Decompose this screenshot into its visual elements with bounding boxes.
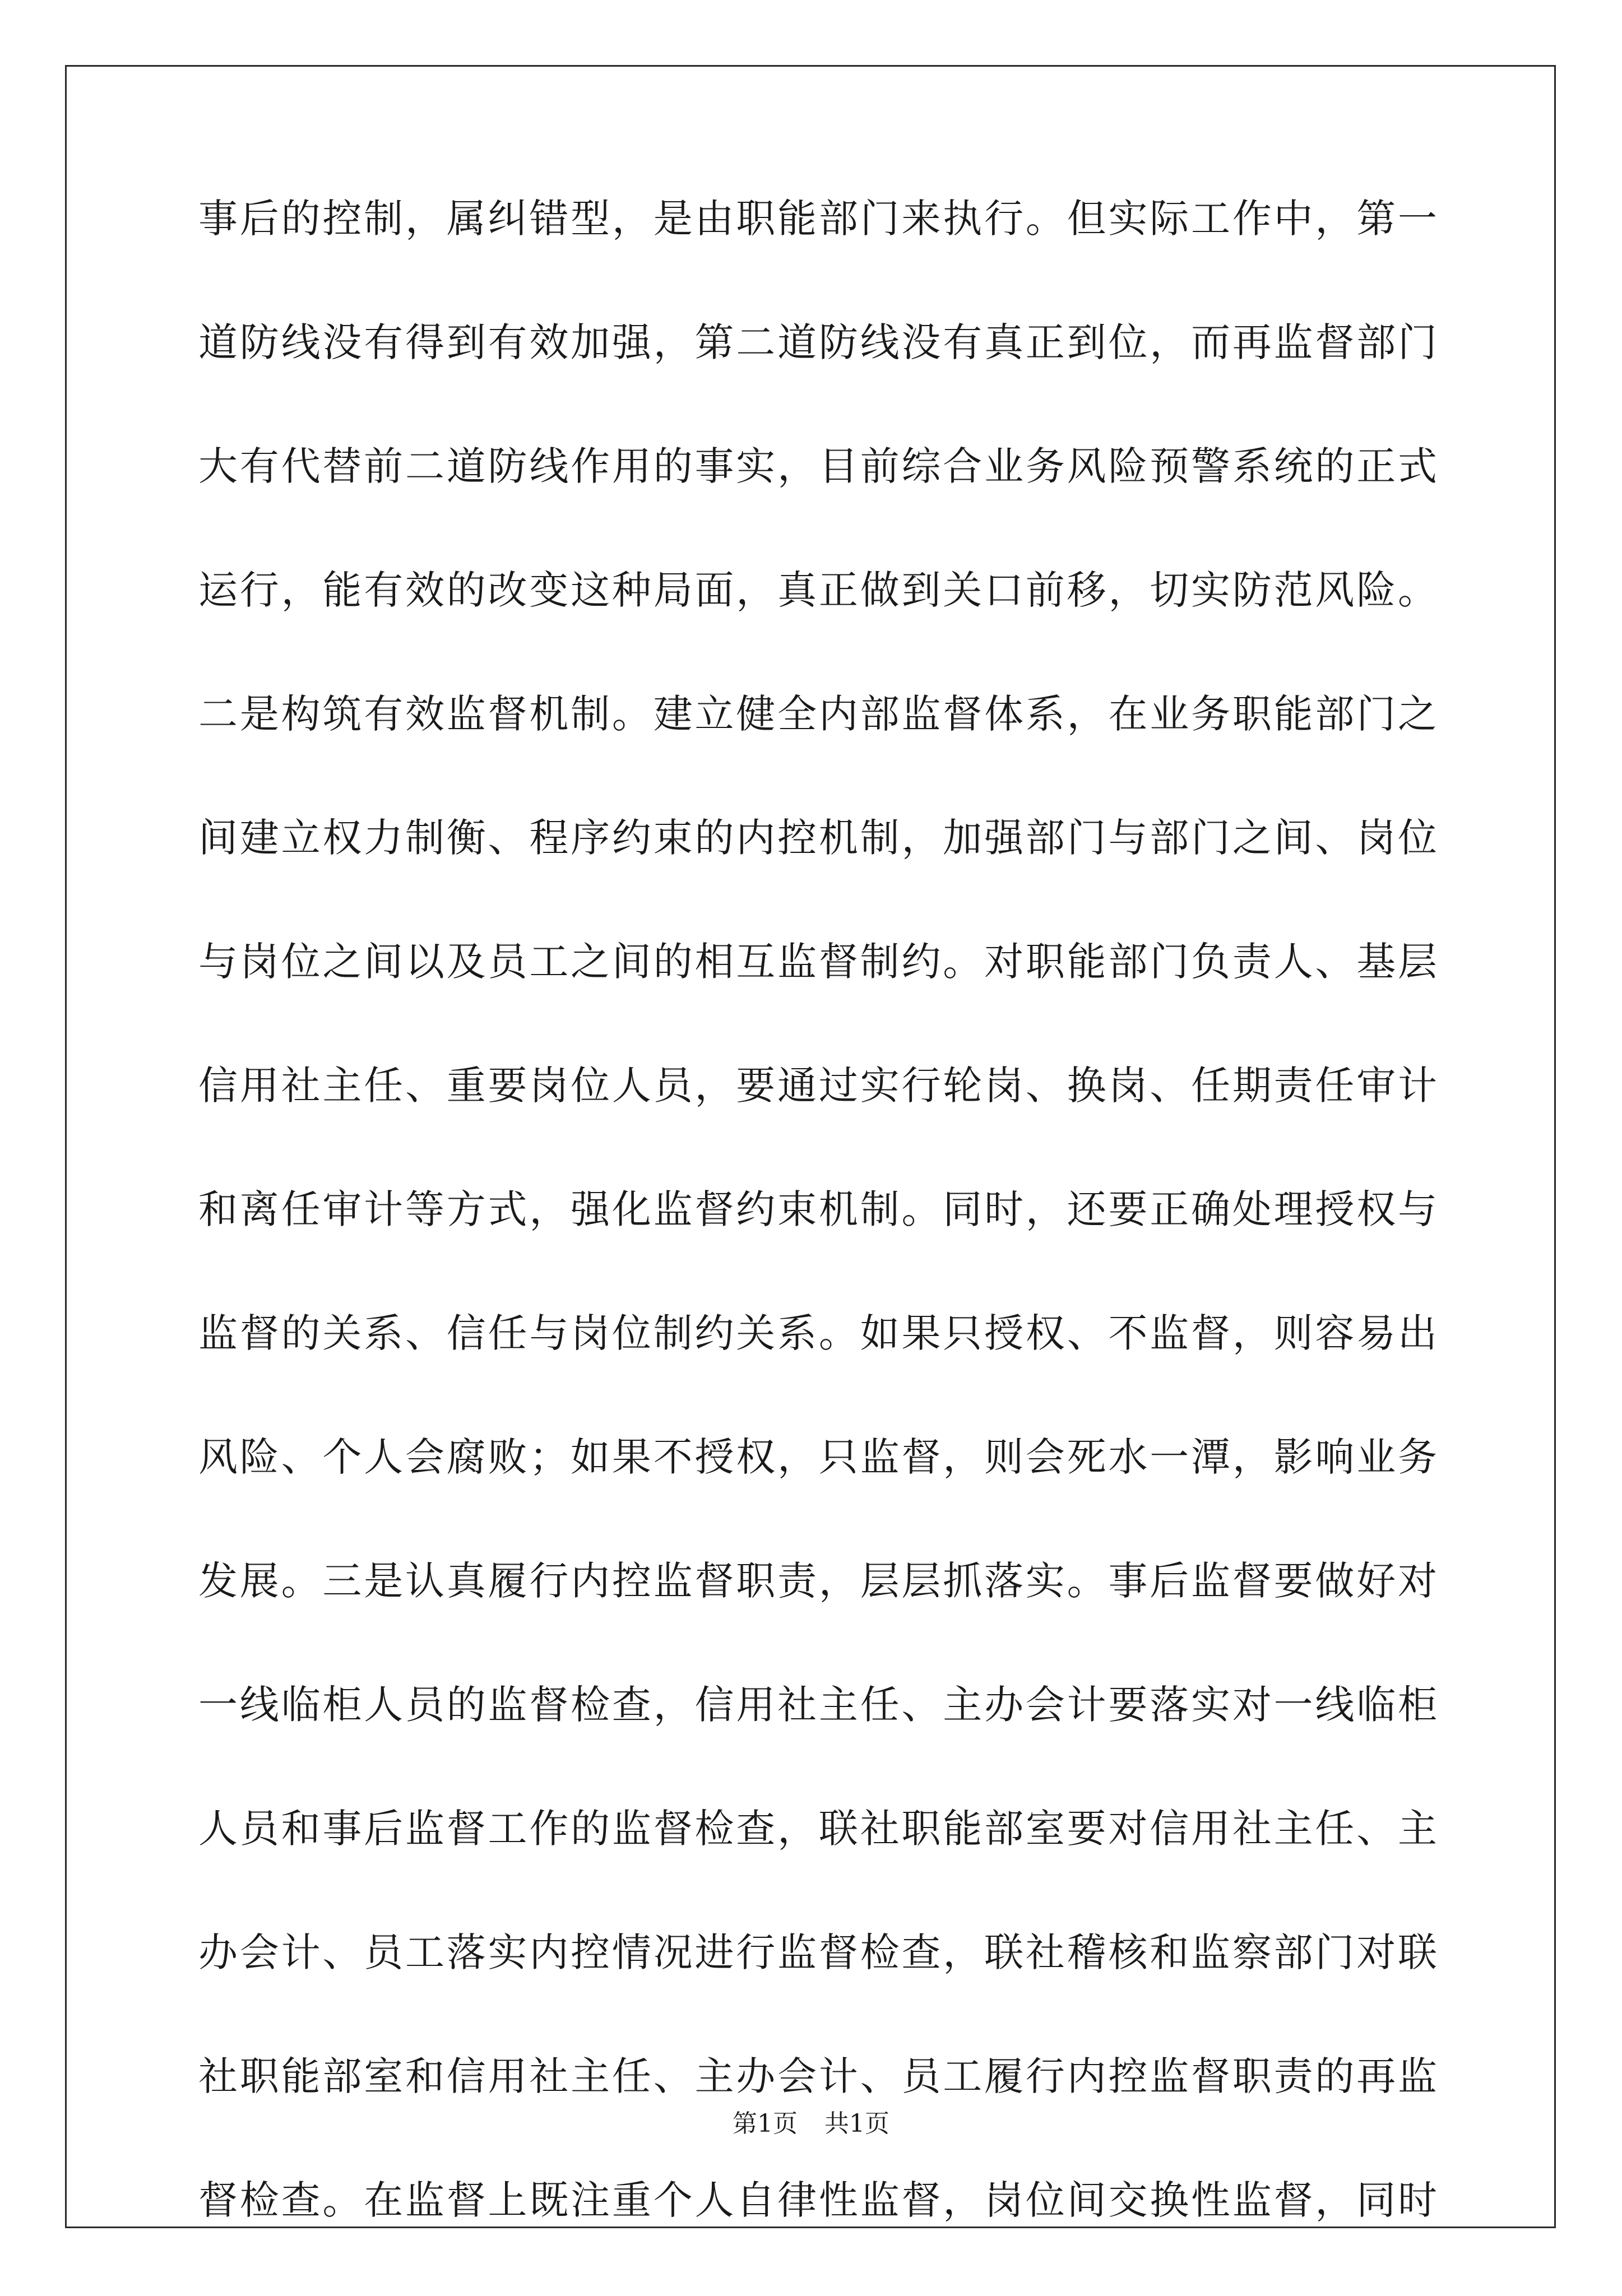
- text-line: 信用社主任、重要岗位人员，要通过实行轮岗、换岗、任期责任审计: [198, 1063, 1437, 1108]
- text-line: 运行，能有效的改变这种局面，真正做到关口前移，切实防范风险。: [198, 567, 1437, 613]
- text-line: 风险、个人会腐败；如果不授权，只监督，则会死水一潭，影响业务: [198, 1434, 1437, 1480]
- page-number: 第1页: [733, 2109, 798, 2138]
- text-line: 间建立权力制衡、程序约束的内控机制，加强部门与部门之间、岗位: [198, 815, 1437, 861]
- text-line: 与岗位之间以及员工之间的相互监督制约。对职能部门负责人、基层: [198, 939, 1437, 985]
- text-line: 监督的关系、信任与岗位制约关系。如果只授权、不监督，则容易出: [198, 1310, 1437, 1356]
- text-line: 办会计、员工落实内控情况进行监督检查，联社稽核和监察部门对联: [198, 1929, 1437, 1975]
- page-footer: [0, 2108, 1622, 2140]
- text-line: 督检查。在监督上既注重个人自律性监督，岗位间交换性监督，同时: [198, 2177, 1437, 2223]
- text-line: 一线临柜人员的监督检查，信用社主任、主办会计要落实对一线临柜: [198, 1682, 1437, 1728]
- text-line: 人员和事后监督工作的监督检查，联社职能部室要对信用社主任、主: [198, 1806, 1437, 1852]
- text-line: 发展。三是认真履行内控监督职责，层层抓落实。事后监督要做好对: [198, 1558, 1437, 1604]
- text-line: 社职能部室和信用社主任、主办会计、员工履行内控监督职责的再监: [198, 2053, 1437, 2099]
- text-line: 事后的控制，属纠错型，是由职能部门来执行。但实际工作中，第一: [198, 196, 1437, 242]
- text-line: 道防线没有得到有效加强，第二道防线没有真正到位，而再监督部门: [198, 319, 1437, 365]
- text-line: 和离任审计等方式，强化监督约束机制。同时，还要正确处理授权与: [198, 1186, 1437, 1232]
- text-line: 二是构筑有效监督机制。建立健全内部监督体系，在业务职能部门之: [198, 691, 1437, 737]
- document-body: [198, 191, 1437, 2296]
- page-total: 共1页: [824, 2109, 889, 2138]
- text-line: 大有代替前二道防线作用的事实，目前综合业务风险预警系统的正式: [198, 443, 1437, 489]
